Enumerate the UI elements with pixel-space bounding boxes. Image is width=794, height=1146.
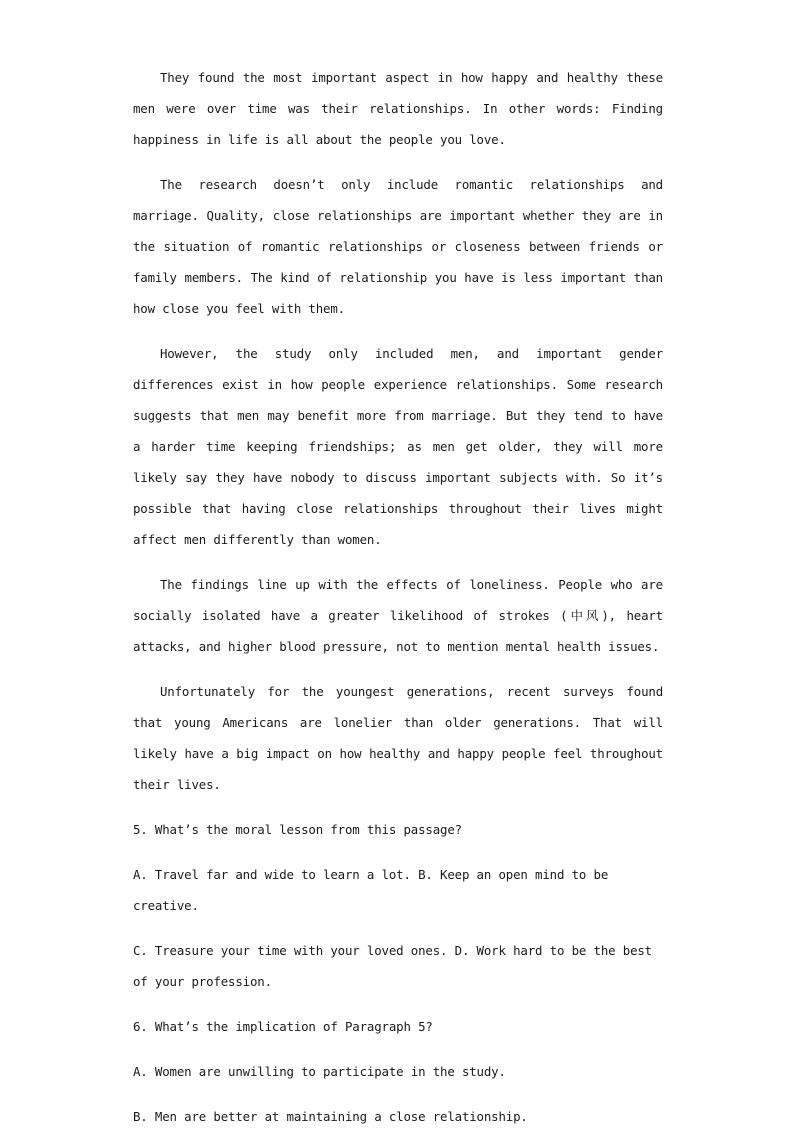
paragraph-4: The findings line up with the effects of loneliness. People who are socially isolated have a greater likelihood of strokes (中风), heart attacks, and higher blood pressure, not to mention mental health issues. xyxy=(133,577,663,654)
paragraph-2: The research doesn’t only include romantic relationships and marriage. Quality, close relationships are important whether they are in the situation of romantic relationships or closeness between friends or family members. The kind of relationship you have is less important than how close you feel with them. xyxy=(133,177,663,316)
question-6-option-b: B. Men are better at maintaining a close relationship. xyxy=(133,1109,528,1124)
question-5-options-ab: A. Travel far and wide to learn a lot. B. Keep an open mind to be creative. xyxy=(133,867,609,913)
document-page xyxy=(133,62,663,1146)
paragraph-3: However, the study only included men, and important gender differences exist in how people experience relationships. Some research suggests that men may benefit more from marriage. But they tend to have a harder time keeping friendships; as men get older, they will more likely say they have nobody to discuss important subjects with. So it’s possible that having close relationships throughout their lives might affect men differently than women. xyxy=(133,346,663,547)
paragraph-1: They found the most important aspect in how happy and healthy these men were over time was their relationships. In other words: Finding happiness in life is all about the people you love. xyxy=(133,70,663,147)
question-5-stem: 5. What’s the moral lesson from this passage? xyxy=(133,822,462,837)
question-6-stem: 6. What’s the implication of Paragraph 5? xyxy=(133,1019,433,1034)
paragraph-5: Unfortunately for the youngest generations, recent surveys found that young Americans are lonelier than older generations. That will likely have a big impact on how healthy and happy people feel throughout their lives. xyxy=(133,684,663,792)
question-6-option-a: A. Women are unwilling to participate in the study. xyxy=(133,1064,506,1079)
question-5-options-cd: C. Treasure your time with your loved ones. D. Work hard to be the best of your profession. xyxy=(133,943,652,989)
